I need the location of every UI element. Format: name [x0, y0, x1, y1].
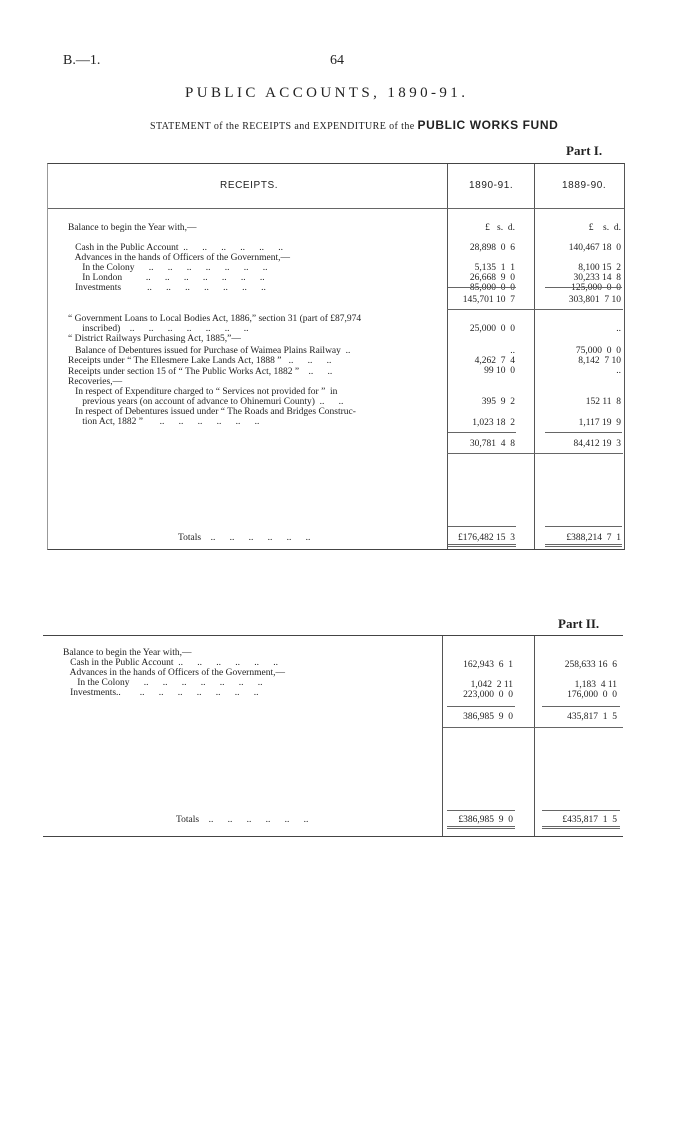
part-one-label: Part I.: [566, 143, 603, 158]
subtotal-rule: [542, 706, 620, 707]
table-cell-current-year: 26,668 9 0: [469, 273, 515, 283]
table-row-label: In London .. .. .. .. .. .. ..: [68, 273, 265, 283]
table-row-label: In the Colony .. .. .. .. .. .. ..: [68, 263, 268, 273]
table-cell-previous-year: 258,633 16 6: [564, 660, 617, 670]
section-rule: [447, 453, 623, 454]
table-row-label: Investments .. .. .. .. .. .. ..: [68, 283, 266, 293]
table-row-label: “ Government Loans to Local Bodies Act, 1886,” section 31 (part of £87,974: [68, 314, 362, 324]
table-cell-current-year: 28,898 0 6: [469, 243, 515, 253]
table-cell-current-year: 99 10 0: [484, 366, 515, 376]
table-row-label: tion Act, 1882 ” .. .. .. .. .. ..: [68, 417, 260, 427]
table-row-label: In respect of Debentures issued under “ The Roads and Bridges Construc-: [68, 407, 356, 417]
total-double-rule: [545, 544, 622, 547]
table-row-label: Advances in the hands of Officers of the Government,—: [68, 253, 290, 263]
units-1889-90: £ s. d.: [588, 223, 621, 233]
subtotal-rule: [448, 287, 516, 288]
table-cell-previous-year: 30,233 14 8: [573, 273, 621, 283]
table-cell-current-year: 85,000 0 0: [469, 283, 515, 293]
table-row-label: Recoveries,—: [68, 377, 123, 387]
table-cell-previous-year: 152 11 8: [585, 397, 621, 407]
table-row-label: Cash in the Public Account .. .. .. .. .. ..: [68, 243, 284, 253]
table-cell-previous-year: 125,000 0 0: [571, 283, 621, 293]
table-row-label: In respect of Expenditure charged to “ Services not provided for ” in: [68, 387, 338, 397]
page-title: PUBLIC ACCOUNTS, 1890-91.: [185, 85, 469, 101]
table-cell-previous-year: 8,142 7 10: [578, 356, 621, 366]
units-1890-91: £ s. d.: [485, 223, 515, 233]
section-rule: [443, 727, 623, 728]
table-row-label: Investments.. .. .. .. .. .. .. ..: [63, 688, 259, 698]
total-double-rule: [542, 826, 620, 829]
table-cell-current-year: 1,023 18 2: [472, 418, 515, 428]
total-rule: [545, 526, 622, 527]
total-1889-90: £388,214 7 1: [566, 533, 621, 543]
table-row-label: Balance to begin the Year with,—: [63, 648, 192, 658]
table-row-label: inscribed) .. .. .. .. .. .. ..: [68, 324, 249, 334]
subtotal-1890-91: 145,701 10 7: [462, 295, 515, 305]
table-row-label: Cash in the Public Account .. .. .. .. .. ..: [63, 658, 279, 668]
totals-label: Totals .. .. .. .. .. ..: [176, 815, 309, 825]
table-cell-previous-year: 1,183 4 11: [574, 680, 617, 690]
statement-subtitle: [150, 118, 558, 132]
table-cell-previous-year: 75,000 0 0: [575, 346, 621, 356]
column-divider: [534, 164, 535, 549]
table-cell-previous-year: 1,117 19 9: [578, 418, 621, 428]
subtotal-rule: [545, 287, 622, 288]
part-two-label: Part II.: [558, 616, 600, 631]
total-rule: [447, 810, 515, 811]
total-double-rule: [448, 544, 516, 547]
table-row-label: In the Colony .. .. .. .. .. .. ..: [63, 678, 263, 688]
year-1889-90-header: 1889-90.: [562, 180, 607, 191]
table-cell-current-year: 223,000 0 0: [463, 690, 513, 700]
subtotal-1890-91: 30,781 4 8: [469, 439, 515, 449]
page-number: 64: [330, 53, 344, 68]
table-cell-previous-year: 8,100 15 2: [578, 263, 621, 273]
year-1890-91-header: 1890-91.: [469, 180, 514, 191]
table-cell-current-year: 1,042 2 11: [470, 680, 513, 690]
header-rule: [48, 208, 624, 209]
document-reference: B.—1.: [63, 53, 101, 68]
total-1889-90: £435,817 1 5: [562, 815, 617, 825]
table-cell-previous-year: 176,000 0 0: [567, 690, 617, 700]
table-cell-current-year: 4,262 7 4: [474, 356, 515, 366]
table-cell-current-year: 395 9 2: [481, 397, 515, 407]
total-1890-91: £176,482 15 3: [458, 533, 515, 543]
table-row-label: Receipts under section 15 of “ The Public Works Act, 1882 ” .. ..: [68, 367, 333, 377]
table-row-label: “ District Railways Purchasing Act, 1885,”—: [68, 334, 241, 344]
table-row-label: previous years (on account of advance to Ohinemuri County) .. ..: [68, 397, 344, 407]
section-rule: [447, 309, 623, 310]
table-cell-current-year: 25,000 0 0: [469, 324, 515, 334]
subtitle-fund-name: PUBLIC WORKS FUND: [417, 118, 559, 132]
total-1890-91: £386,985 9 0: [458, 815, 513, 825]
subtotal-rule: [448, 432, 516, 433]
table-cell-current-year: ..: [510, 346, 515, 356]
table-cell-current-year: 162,943 6 1: [463, 660, 513, 670]
table-row-label: Balance to begin the Year with,—: [68, 223, 197, 233]
subtotal-1890-91: 386,985 9 0: [463, 712, 513, 722]
subtotal-rule: [447, 706, 515, 707]
table-row-label: Balance of Debentures issued for Purchase of Waimea Plains Railway ..: [68, 346, 351, 356]
subtotal-rule: [545, 432, 622, 433]
receipts-column-header: RECEIPTS.: [220, 180, 279, 191]
subtitle-text: STATEMENT of the RECEIPTS and EXPENDITURE of the: [150, 121, 415, 132]
totals-label: Totals .. .. .. .. .. ..: [178, 533, 311, 543]
total-rule: [448, 526, 516, 527]
subtotal-1889-90: 84,412 19 3: [573, 439, 621, 449]
table-row-label: Receipts under “ The Ellesmere Lake Lands Act, 1888 ” .. .. ..: [68, 356, 332, 366]
total-double-rule: [447, 826, 515, 829]
subtotal-1889-90: 303,801 7 10: [568, 295, 621, 305]
total-rule: [542, 810, 620, 811]
table-cell-previous-year: ..: [616, 324, 621, 334]
table-cell-current-year: 5,135 1 1: [474, 263, 515, 273]
table-cell-previous-year: ..: [616, 366, 621, 376]
subtotal-1889-90: 435,817 1 5: [567, 712, 617, 722]
table-row-label: Advances in the hands of Officers of the Government,—: [63, 668, 285, 678]
table-cell-previous-year: 140,467 18 0: [568, 243, 621, 253]
